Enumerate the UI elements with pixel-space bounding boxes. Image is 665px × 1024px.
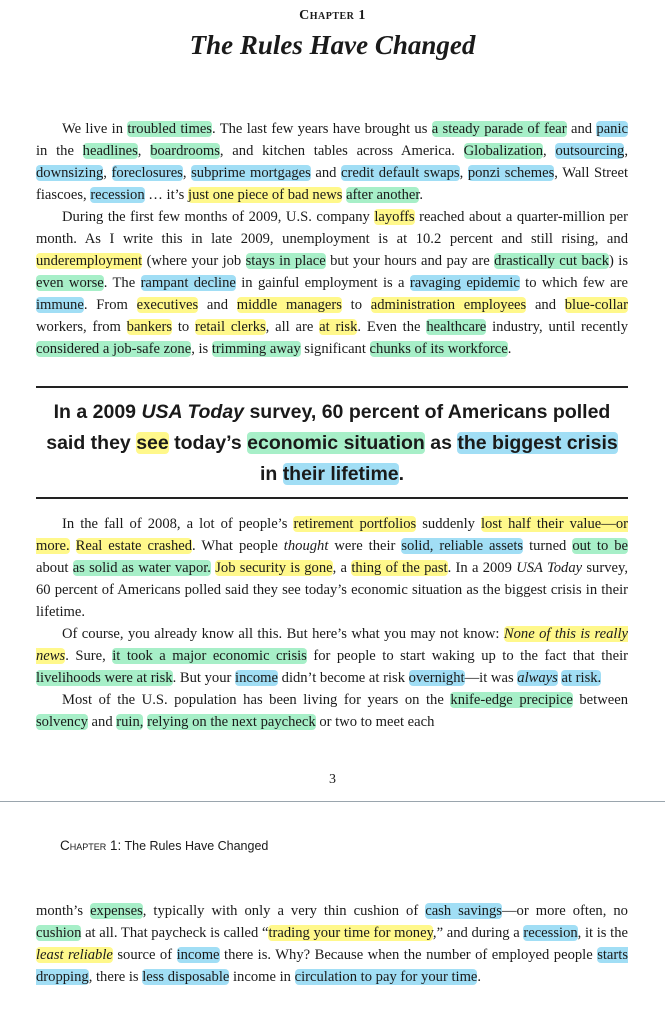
highlighted-phrase: trading your time for money xyxy=(268,925,433,941)
highlighted-phrase: it took a major economic crisis xyxy=(112,648,307,664)
emphasis-text: USA Today xyxy=(141,401,245,423)
highlighted-phrase: just one piece of bad news xyxy=(188,187,343,203)
highlighted-phrase: at risk xyxy=(319,319,358,335)
highlighted-phrase: recession xyxy=(90,187,145,203)
highlighted-phrase: less disposable xyxy=(142,969,230,985)
highlighted-phrase: bankers xyxy=(126,319,173,335)
highlighted-phrase: solid, reliable assets xyxy=(401,538,524,554)
highlighted-phrase: troubled times xyxy=(127,121,212,137)
highlighted-phrase: even worse xyxy=(36,275,104,291)
highlighted-phrase: see xyxy=(136,432,169,454)
highlighted-phrase: retirement portfolios xyxy=(293,516,417,532)
highlighted-phrase: least reliable xyxy=(36,947,113,963)
highlighted-phrase: panic xyxy=(596,121,629,137)
paragraph-knife-edge: Most of the U.S. population has been living for years on the knife-edge precipice between solvency and ruin, relying on the next paycheck or two to meet each xyxy=(36,692,629,730)
highlighted-phrase: ruin, xyxy=(116,714,144,730)
paragraph-troubled-times: We live in troubled times. The last few years have brought us a steady parade of fear and panic in the headlines, boardrooms, and kitchen tables across America. Globalization, outsourcing, downsizing, foreclosures, subprime mortgages and credit default swaps, ponzi schemes, Wall Street fiascoes, recession … it’s just one piece of bad news after another. xyxy=(36,121,629,203)
highlighted-phrase: income xyxy=(235,670,278,686)
highlighted-phrase: Real estate crashed xyxy=(75,538,193,554)
highlighted-phrase: lost half their value—or more. xyxy=(36,516,628,554)
highlighted-phrase: executives xyxy=(136,297,199,313)
highlighted-phrase: starts dropping xyxy=(36,947,628,985)
highlighted-phrase: chunks of its workforce xyxy=(369,341,508,357)
paragraph-layoffs: During the first few months of 2009, U.S. company layoffs reached about a quarter-million per month. As I write this in late 2009, unemployment is at 10.2 percent and still rising, and underemployment (where your job stays in place but your hours and pay are drastically cut back) is even worse. The rampant decline in gainful employment is a ravaging epidemic to which few are immune. From executives and middle managers to administration employees and blue-collar workers, from bankers to retail clerks, all are at risk. Even the healthcare industry, until recently considered a job-safe zone, is trimming away significant chunks of its workforce. xyxy=(36,209,629,357)
highlighted-phrase: Job security is gone xyxy=(215,560,333,576)
page-divider xyxy=(0,801,665,802)
highlighted-phrase: retail clerks xyxy=(195,319,266,335)
body-text-top xyxy=(36,118,628,360)
highlighted-phrase: outsourcing xyxy=(555,143,625,159)
paragraph-retirement: In the fall of 2008, a lot of people’s retirement portfolios suddenly lost half their value—or more. Real estate crashed. What people thought were their solid, reliable assets turned out to be about as solid as water vapor. Job security is gone, a thing of the past. In a 2009 USA Today survey, 60 percent of Americans polled said they see today’s economic situation as the biggest crisis in their lifetime. xyxy=(36,516,628,620)
highlighted-phrase: the biggest crisis xyxy=(457,432,618,454)
highlighted-phrase: rampant decline xyxy=(140,275,236,291)
highlighted-phrase: boardrooms xyxy=(150,143,220,159)
highlighted-phrase: Globalization xyxy=(463,143,544,159)
highlighted-phrase: cash savings xyxy=(425,903,502,919)
highlighted-phrase: income xyxy=(176,947,220,963)
highlighted-phrase: foreclosures xyxy=(111,165,183,181)
highlighted-phrase: ponzi schemes xyxy=(467,165,555,181)
highlighted-phrase: immune xyxy=(36,297,84,313)
highlighted-phrase: middle managers xyxy=(236,297,342,313)
pullquote: In a 2009 USA Today survey, 60 percent of Americans polled said they see today’s economic situation as the biggest crisis in their lifetime. xyxy=(46,401,618,485)
highlighted-phrase: healthcare xyxy=(426,319,487,335)
highlighted-phrase: solvency xyxy=(36,714,88,730)
highlighted-phrase: as solid as water vapor. xyxy=(72,560,211,576)
highlighted-phrase: always xyxy=(517,670,558,686)
highlighted-phrase: after another xyxy=(346,187,420,203)
highlighted-phrase: stays in place xyxy=(245,253,326,269)
highlighted-phrase: considered a job-safe zone xyxy=(36,341,192,357)
running-head xyxy=(60,838,268,853)
highlighted-phrase: a steady parade of fear xyxy=(431,121,567,137)
page-number: 3 xyxy=(329,772,336,787)
pullquote-rule-bottom xyxy=(36,497,628,499)
pullquote-rule-top xyxy=(36,386,628,388)
running-head-chapter: Chapter 1: xyxy=(60,838,122,853)
highlighted-phrase: expenses xyxy=(90,903,143,919)
highlighted-phrase: at risk. xyxy=(561,670,602,686)
highlighted-phrase: thing of the past xyxy=(351,560,448,576)
body-text-page-4 xyxy=(36,900,628,988)
chapter-title: The Rules Have Changed xyxy=(189,30,476,60)
chapter-label: Chapter 1 xyxy=(299,8,366,23)
highlighted-phrase: knife-edge precipice xyxy=(450,692,573,708)
highlighted-phrase: relying on the next paycheck xyxy=(147,714,316,730)
highlighted-phrase: drastically cut back xyxy=(494,253,610,269)
highlighted-phrase: downsizing xyxy=(36,165,104,181)
emphasis-text: thought xyxy=(283,538,329,554)
highlighted-phrase: overnight xyxy=(408,670,465,686)
highlighted-phrase: livelihoods were at risk xyxy=(36,670,173,686)
paragraph-none-of-this: Of course, you already know all this. But here’s what you may not know: None of this is really news. Sure, it took a major economic crisis for people to start waking up to the fact that their livelihoods were at risk. But your income didn’t become at risk overnight—it was always at risk. xyxy=(36,626,628,686)
highlighted-phrase: None of this is really news xyxy=(36,626,628,664)
highlighted-phrase: administration employees xyxy=(370,297,527,313)
highlighted-phrase: underemployment xyxy=(36,253,143,269)
running-head-title: The Rules Have Changed xyxy=(124,839,269,853)
highlighted-phrase: headlines xyxy=(82,143,138,159)
highlighted-phrase: credit default swaps xyxy=(341,165,460,181)
highlighted-phrase: out to be xyxy=(572,538,628,554)
highlighted-phrase: their lifetime xyxy=(282,463,399,485)
highlighted-phrase: layoffs xyxy=(374,209,415,225)
highlighted-phrase: circulation to pay for your time xyxy=(294,969,478,985)
highlighted-phrase: ravaging epidemic xyxy=(409,275,520,291)
paragraph-expenses: month’s expenses, typically with only a very thin cushion of cash savings—or more often, no cushion at all. That paycheck is called “trading your time for money,” and during a recession, it is the least reliable source of income there is. Why? Because when the number of employed people starts dropping, there is less disposable income in circulation to pay for your time. xyxy=(36,903,628,985)
emphasis-text: USA Today xyxy=(516,560,583,576)
highlighted-phrase: economic situation xyxy=(247,432,425,454)
highlighted-phrase: recession xyxy=(523,925,578,941)
body-text-bottom xyxy=(36,513,628,733)
highlighted-phrase: subprime mortgages xyxy=(191,165,311,181)
highlighted-phrase: cushion xyxy=(36,925,82,941)
highlighted-phrase: trimming away xyxy=(211,341,301,357)
highlighted-phrase: blue-collar xyxy=(564,297,628,313)
